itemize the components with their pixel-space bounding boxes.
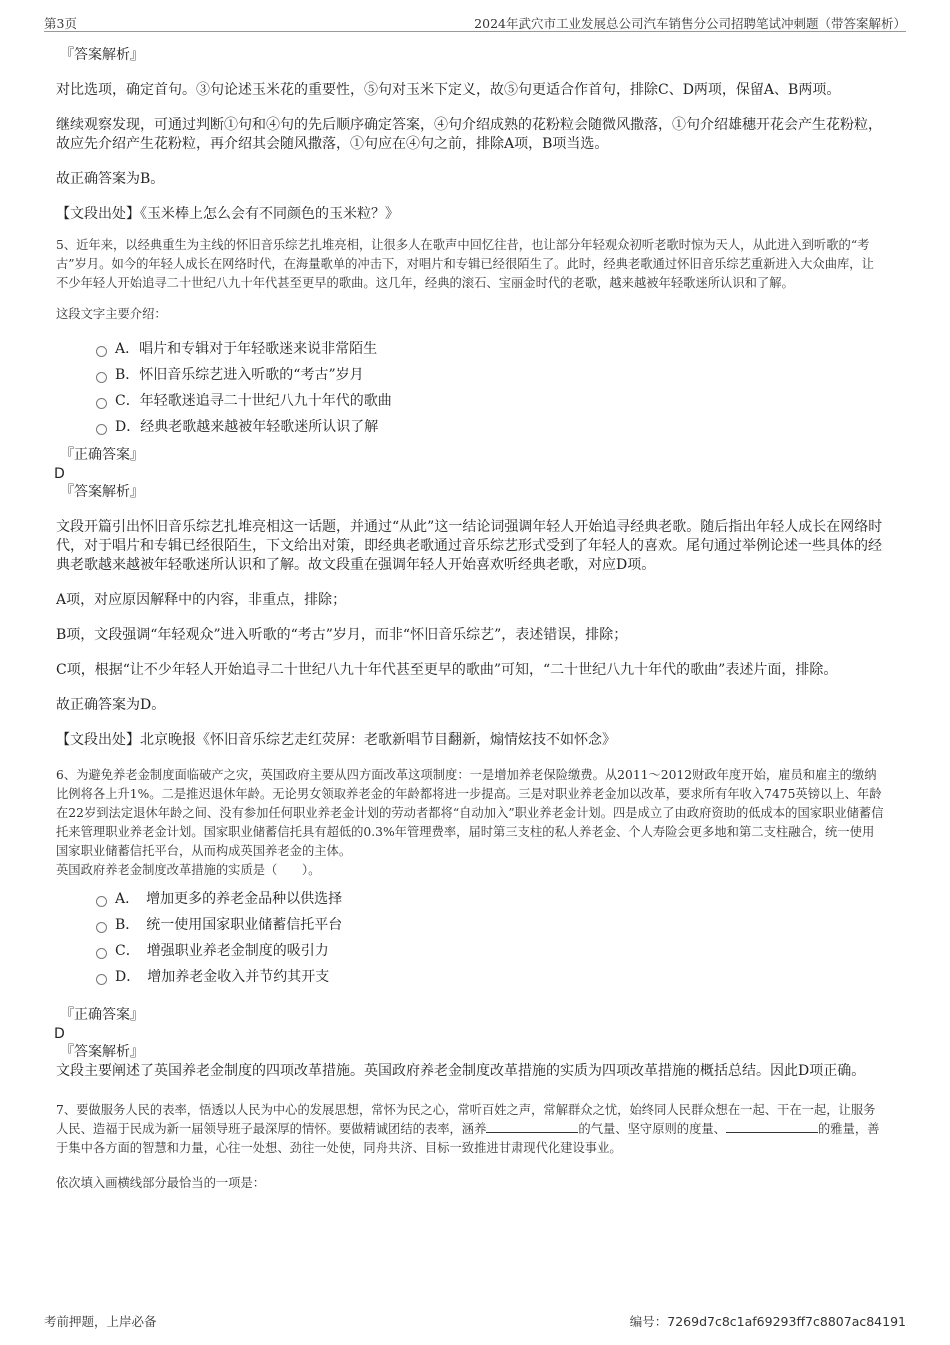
radio-icon[interactable]	[96, 974, 107, 985]
correct-answer-label: 『正确答案』	[60, 447, 144, 463]
option-d[interactable]: D．经典老歌越来越被年轻歌迷所认识了解	[96, 414, 886, 440]
radio-icon[interactable]	[96, 372, 107, 383]
document-id: 编号：7269d7c8c1af69293ff7c8807ac84191	[629, 1314, 906, 1329]
option-c[interactable]: C．年轻歌迷追寻二十世纪八九十年代的歌曲	[96, 388, 886, 414]
analysis-conclusion: 故正确答案为D。	[56, 697, 166, 713]
fill-blank-2[interactable]	[726, 1121, 818, 1133]
fill-blank-1[interactable]	[486, 1121, 578, 1133]
analysis-paragraph: C项，根据“让不少年轻人开始追寻二十世纪八九十年代甚至更早的歌曲”可知，“二十世纪八九十年代的歌曲”表述片面，排除。	[56, 662, 838, 678]
analysis-paragraph: 文段主要阐述了英国养老金制度的四项改革措施。英国政府养老金制度改革措施的实质为四项改革措施的概括总结。因此D项正确。	[56, 1063, 866, 1079]
radio-icon[interactable]	[96, 424, 107, 435]
page-header	[44, 8, 906, 32]
analysis-paragraph: 对比选项，确定首句。③句论述玉米花的重要性，⑤句对玉米下定义，故⑤句更适合作首句，排除C、D两项，保留A、B两项。	[56, 82, 841, 98]
analysis-paragraph: 文段开篇引出怀旧音乐综艺扎堆亮相这一话题，并通过“从此”这一结论词强调年轻人开始追寻经典老歌。随后指出年轻人成长在网络时代，对于唱片和专辑已经很陌生，下文给出对策，即经典老歌通过音乐综艺形式受到了年轻人的喜欢。尾句通过举例论述一些具体的经典老歌越来越被年轻歌迷所认识和了解。故文段重在强调年轻人开始喜欢听经典老歌，对应D项。	[56, 519, 883, 573]
radio-icon[interactable]	[96, 346, 107, 357]
analysis-conclusion: 故正确答案为B。	[56, 171, 165, 187]
option-d[interactable]: D． 增加养老金收入并节约其开支	[96, 964, 886, 990]
source-line: 【文段出处】《玉米棒上怎么会有不同颜色的玉米粒？》	[56, 206, 399, 222]
question-stem: 6、为避免养老金制度面临破产之灾，英国政府主要从四方面改革这项制度：一是增加养老保险缴费。从2011～2012财政年度开始，雇员和雇主的缴纳比例将各上升1%。二是推迟退休年龄。无论男女领取养老金的年龄都将进一步提高。三是对职业养老金加以改革，要求所有年收入7475英镑以上、年龄在22岁到法定退休年龄之间、没有参加任何职业养老金计划的劳动者都将“自动加入”职业养老金计划。四是成立了由政府资助的低成本的国家职业储蓄信托来管理职业养老金计划。国家职业储蓄信托具有超低的0.3%年管理费率，届时第三支柱的私人养老金、个人寿险会更多地和第二支柱融合，统一使用国家职业储蓄信托平台，从而构成英国养老金的主体。	[56, 768, 884, 858]
analysis-label: 『答案解析』	[60, 1044, 144, 1060]
page-footer	[44, 1312, 906, 1330]
document-title: 2024年武穴市工业发展总公司汽车销售分公司招聘笔试冲刺题（带答案解析）	[474, 16, 906, 31]
analysis-label: 『答案解析』	[60, 484, 144, 500]
analysis-paragraph: A项，对应原因解释中的内容，非重点，排除；	[56, 592, 347, 608]
question-prompt: 依次填入画横线部分最恰当的一项是：	[56, 1176, 266, 1190]
analysis-paragraph: B项，文段强调“年轻观众”进入听歌的“考古”岁月，而非“怀旧音乐综艺”，表述错误，排除；	[56, 627, 628, 643]
page-number: 第3页	[44, 16, 77, 31]
radio-icon[interactable]	[96, 948, 107, 959]
correct-answer-value: D	[54, 466, 65, 482]
option-c[interactable]: C． 增强职业养老金制度的吸引力	[96, 938, 886, 964]
radio-icon[interactable]	[96, 398, 107, 409]
option-list	[96, 886, 886, 990]
question-prompt: 这段文字主要介绍：	[56, 307, 167, 321]
question-stem: 5、近年来，以经典重生为主线的怀旧音乐综艺扎堆亮相，让很多人在歌声中回忆往昔，也让部分年轻观众初听老歌时惊为天人，从此进入到听歌的“考古”岁月。如今的年轻人成长在网络时代，在海量歌单的冲击下，对唱片和专辑已经很陌生了。此时，经典老歌通过怀旧音乐综艺重新进入大众曲库，让不少年轻人开始追寻二十世纪八九十年代甚至更早的歌曲。这几年，经典的滚石、宝丽金时代的老歌，越来越被年轻歌迷所认识和了解。	[56, 238, 874, 290]
option-list	[96, 336, 886, 440]
option-a[interactable]: A．唱片和专辑对于年轻歌迷来说非常陌生	[96, 336, 886, 362]
correct-answer-value: D	[54, 1026, 65, 1042]
main-content	[56, 46, 886, 1193]
question-stem: 7、要做服务人民的表率，悟透以人民为中心的发展思想，常怀为民之心，常听百姓之声，常解群众之忧，始终同人民群众想在一起、干在一起，让服务人民、造福于民成为新一届领导班子最深厚的情怀。要做精诚团结的表率，涵养 的气量、坚守原则的度量、 的雅量，善于集中各方面的智慧和力量，心往一处想、劲往一处使，同舟共济、目标一致推进甘肃现代化建设事业。	[56, 1103, 880, 1155]
q4-analysis	[56, 46, 886, 224]
radio-icon[interactable]	[96, 896, 107, 907]
analysis-label: 『答案解析』	[60, 47, 144, 63]
source-line: 【文段出处】北京晚报《怀旧音乐综艺走红荧屏：老歌新唱节目翻新，煽情炫技不如怀念》	[56, 732, 616, 748]
option-a[interactable]: A． 增加更多的养老金品种以供选择	[96, 886, 886, 912]
option-b[interactable]: B．怀旧音乐综艺进入听歌的“考古”岁月	[96, 362, 886, 388]
option-b[interactable]: B． 统一使用国家职业储蓄信托平台	[96, 912, 886, 938]
question-7	[56, 1101, 886, 1193]
analysis-paragraph: 继续观察发现，可通过判断①句和④句的先后顺序确定答案，④句介绍成熟的花粉粒会随微风撒落，①句介绍雄穗开花会产生花粉粒，故应先介绍产生花粉粒，再介绍其会随风撒落，①句应在④句之前，排除A项，B项当选。	[56, 117, 882, 152]
footer-slogan: 考前押题，上岸必备	[44, 1314, 157, 1329]
correct-answer-label: 『正确答案』	[60, 1007, 144, 1023]
question-prompt: 英国政府养老金制度改革措施的实质是（ ）。	[56, 863, 321, 877]
question-6	[56, 766, 886, 1081]
radio-icon[interactable]	[96, 922, 107, 933]
question-5	[56, 236, 886, 750]
